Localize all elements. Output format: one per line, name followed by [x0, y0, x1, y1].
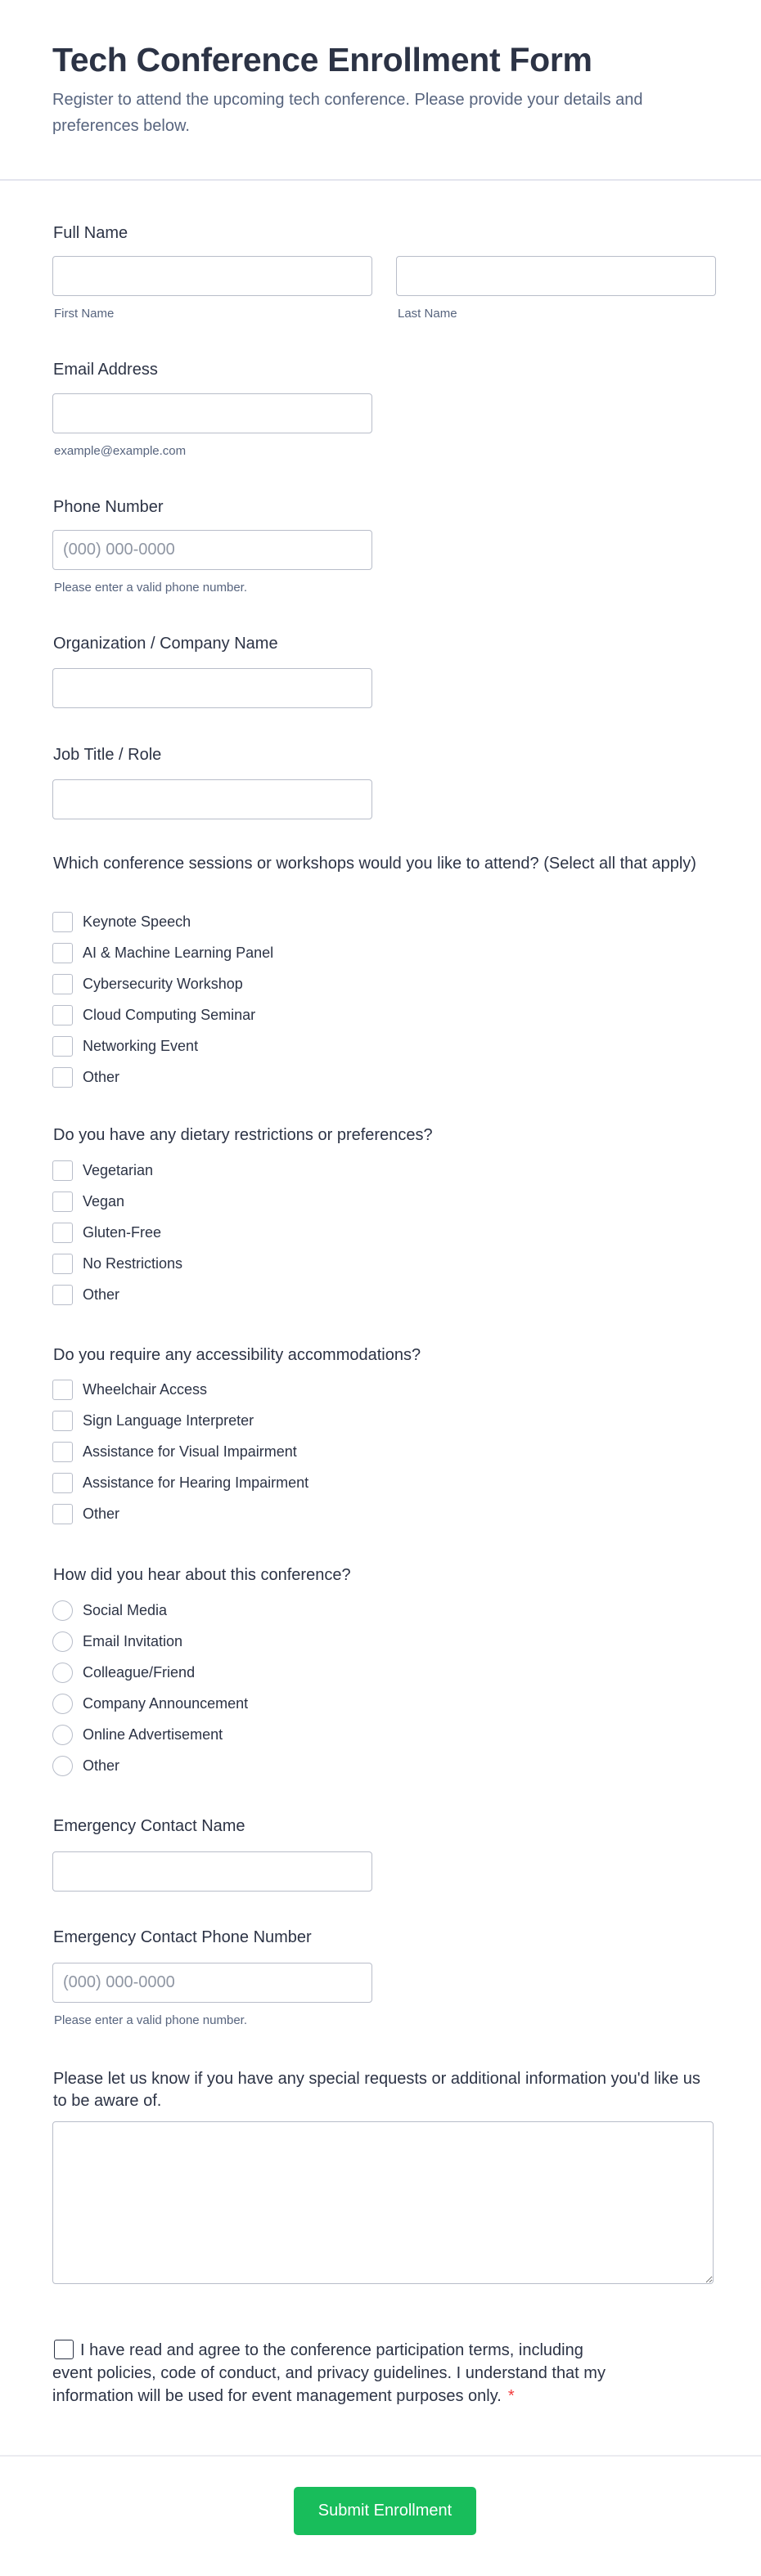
accessibility-option[interactable]: Assistance for Visual Impairment [52, 1441, 297, 1462]
checkbox[interactable] [52, 943, 73, 963]
accessibility-option[interactable]: Other [52, 1503, 119, 1524]
special-requests-textarea[interactable] [52, 2121, 714, 2284]
checkbox[interactable] [52, 1442, 73, 1462]
accessibility-option[interactable]: Wheelchair Access [52, 1379, 207, 1400]
first-name-input[interactable] [52, 256, 372, 296]
checkbox[interactable] [52, 1411, 73, 1431]
checkbox[interactable] [52, 1254, 73, 1274]
email-helper: example@example.com [54, 444, 187, 458]
checkbox[interactable] [52, 1504, 73, 1524]
phone-input[interactable] [52, 530, 372, 570]
sessions-option[interactable]: Networking Event [52, 1035, 198, 1057]
referral-option[interactable]: Social Media [52, 1600, 167, 1621]
submit-enrollment-button[interactable]: Submit Enrollment [294, 2487, 476, 2535]
checkbox[interactable] [52, 1285, 73, 1305]
checkbox[interactable] [52, 1036, 73, 1057]
radio-button[interactable] [52, 1694, 73, 1714]
agreement-text: I have read and agree to the conference participation terms, including event policies, code of conduct, and privacy guidelines. I understand that my information will be used for event management purposes only. [52, 2341, 606, 2405]
emergency-phone-input[interactable] [52, 1963, 372, 2003]
sessions-option[interactable]: AI & Machine Learning Panel [52, 942, 273, 963]
checkbox[interactable] [52, 1005, 73, 1025]
full-name-label: Full Name [53, 224, 128, 242]
emergency-name-input[interactable] [52, 1851, 372, 1892]
email-input[interactable] [52, 393, 372, 433]
last-name-input[interactable] [396, 256, 716, 296]
phone-label: Phone Number [53, 498, 164, 516]
phone-helper: Please enter a valid phone number. [54, 581, 247, 595]
dietary-option[interactable]: Other [52, 1284, 119, 1305]
referral-option[interactable]: Email Invitation [52, 1631, 182, 1652]
referral-question: How did you hear about this conference? [53, 1566, 351, 1584]
dietary-option[interactable]: No Restrictions [52, 1253, 182, 1274]
referral-option[interactable]: Colleague/Friend [52, 1662, 195, 1683]
agreement-checkbox[interactable] [54, 2340, 74, 2359]
accessibility-option[interactable]: Sign Language Interpreter [52, 1410, 254, 1431]
checkbox[interactable] [52, 1160, 73, 1181]
job-title-input[interactable] [52, 779, 372, 819]
dietary-option[interactable]: Gluten-Free [52, 1222, 161, 1243]
radio-button[interactable] [52, 1725, 73, 1745]
accessibility-question: Do you require any accessibility accommodations? [53, 1346, 421, 1364]
radio-button[interactable] [52, 1600, 73, 1621]
checkbox[interactable] [52, 912, 73, 932]
accessibility-option[interactable]: Assistance for Hearing Impairment [52, 1472, 308, 1493]
referral-option[interactable]: Online Advertisement [52, 1724, 223, 1745]
dietary-question: Do you have any dietary restrictions or preferences? [53, 1126, 433, 1144]
checkbox[interactable] [52, 974, 73, 994]
required-asterisk: * [507, 2387, 515, 2405]
first-name-sublabel: First Name [54, 307, 115, 321]
dietary-option[interactable]: Vegan [52, 1191, 124, 1212]
referral-option[interactable]: Company Announcement [52, 1693, 248, 1714]
referral-option[interactable]: Other [52, 1755, 119, 1776]
page-title: Tech Conference Enrollment Form [52, 41, 592, 79]
sessions-option[interactable]: Cybersecurity Workshop [52, 973, 243, 994]
agreement-block [52, 2339, 625, 2408]
checkbox[interactable] [52, 1380, 73, 1400]
checkbox[interactable] [52, 1223, 73, 1243]
form-header [0, 0, 761, 181]
job-title-label: Job Title / Role [53, 746, 162, 764]
email-label: Email Address [53, 361, 158, 379]
sessions-option[interactable]: Cloud Computing Seminar [52, 1004, 255, 1025]
sessions-question: Which conference sessions or workshops would you like to attend? (Select all that apply) [53, 855, 696, 873]
organization-input[interactable] [52, 668, 372, 708]
last-name-sublabel: Last Name [398, 307, 457, 321]
radio-button[interactable] [52, 1631, 73, 1652]
emergency-phone-helper: Please enter a valid phone number. [54, 2013, 247, 2027]
footer-divider [0, 2455, 761, 2457]
page-subtitle: Register to attend the upcoming tech conference. Please provide your details and preferences below. [52, 91, 643, 135]
radio-button[interactable] [52, 1663, 73, 1683]
dietary-option[interactable]: Vegetarian [52, 1160, 153, 1181]
sessions-option[interactable]: Keynote Speech [52, 911, 191, 932]
checkbox[interactable] [52, 1067, 73, 1088]
organization-label: Organization / Company Name [53, 635, 278, 653]
checkbox[interactable] [52, 1192, 73, 1212]
checkbox[interactable] [52, 1473, 73, 1493]
radio-button[interactable] [52, 1756, 73, 1776]
sessions-option[interactable]: Other [52, 1066, 119, 1088]
special-requests-question: Please let us know if you have any special requests or additional information you'd like us to be aware of. [53, 2070, 700, 2110]
emergency-name-label: Emergency Contact Name [53, 1817, 245, 1835]
emergency-phone-label: Emergency Contact Phone Number [53, 1928, 312, 1946]
